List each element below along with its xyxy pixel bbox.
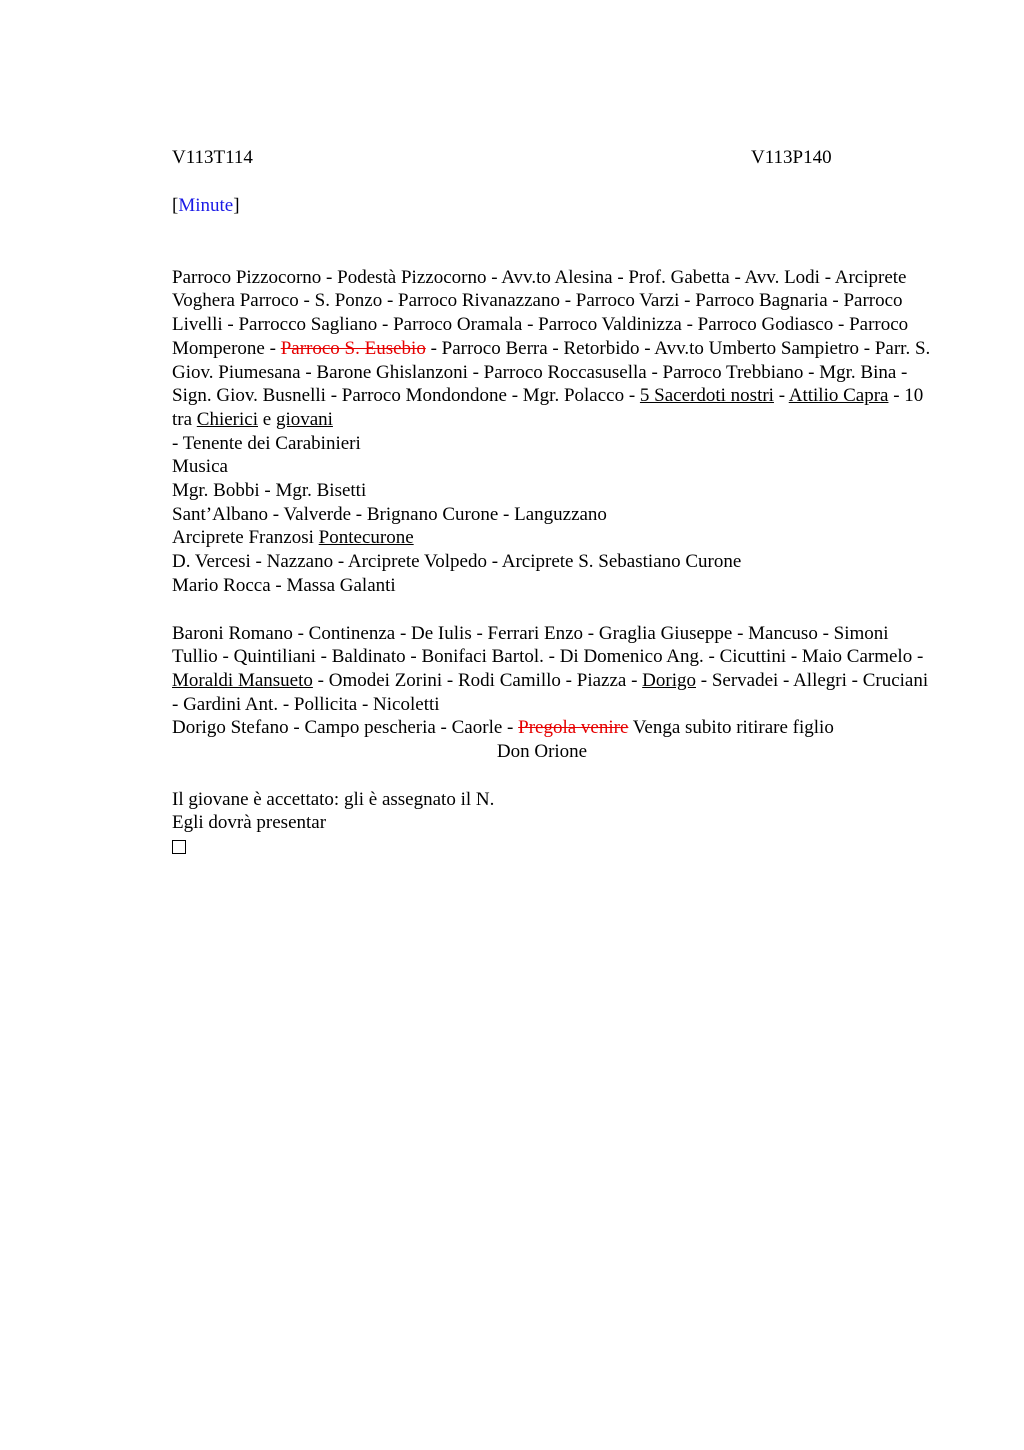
footer-line-1: Il giovane è accettato: gli è assegnato il N. xyxy=(172,788,495,810)
spacer xyxy=(172,598,932,622)
line-vercesi: D. Vercesi - Nazzano - Arciprete Volpedo - Arciprete S. Sebastiano Curone xyxy=(172,551,742,573)
document-code-left: V113T114 xyxy=(172,147,253,168)
separator: - xyxy=(773,385,789,407)
signature: Don Orione xyxy=(496,741,588,763)
empty-box-icon xyxy=(172,840,186,854)
deleted-text-pregola: Pregola venire xyxy=(518,717,629,739)
spacer xyxy=(172,764,932,788)
underlined-giovani: giovani xyxy=(275,408,333,430)
names-paragraph xyxy=(172,622,932,717)
underlined-moraldi: Moraldi Mansueto xyxy=(172,669,313,691)
underlined-sacerdoti: 5 Sacerdoti nostri xyxy=(639,385,774,407)
minute-reference xyxy=(172,194,932,218)
deleted-text-eusebio: Parroco S. Eusebio xyxy=(280,337,426,359)
recipients-text-1: Parroco Pizzocorno - Podestà Pizzocorno - Avv.to Alesina - Prof. Gabetta - Avv. Lodi - Arciprete Voghera Parroco - S. Ponzo - Parroco Rivanazzano - Parroco Varzi - Parroco Bagnaria - Parroco Livelli - Parrocco Sagliano - Parroco Oramala - Parroco Valdinizza - Parroco Godiasco - Parroco Momperone - xyxy=(172,266,909,359)
recipients-paragraph xyxy=(172,266,932,456)
recipients-text-3: - Tenente dei Carabinieri xyxy=(172,432,361,454)
separator: - 10 tra xyxy=(172,385,924,430)
line-musica: Musica xyxy=(172,456,228,478)
underlined-chierici: Chierici xyxy=(196,408,258,430)
underlined-attilio-capra: Attilio Capra xyxy=(788,385,889,407)
telegram-text-2: Venga subito ritirare figlio xyxy=(628,717,834,739)
line-rocca: Mario Rocca - Massa Galanti xyxy=(172,574,396,596)
names-text-2: - Omodei Zorini - Rodi Camillo - Piazza - xyxy=(312,669,643,691)
minute-link[interactable]: Minute xyxy=(178,195,234,216)
line-bobbi: Mgr. Bobbi - Mgr. Bisetti xyxy=(172,480,367,502)
separator: e xyxy=(258,408,276,430)
names-text-3: - Servadei - Allegri - Cruciani - Gardini Ant. - Pollicita - Nicoletti xyxy=(172,669,929,715)
document-code-right: V113P140 xyxy=(751,147,832,168)
telegram-text-1: Dorigo Stefano - Campo pescheria - Caorle - xyxy=(172,717,519,739)
document-header xyxy=(172,146,932,170)
names-text-1: Baroni Romano - Continenza - De Iulis - Ferrari Enzo - Graglia Giuseppe - Mancuso - Simoni Tullio - Quintiliani - Baldinato - Bonifaci Bartol. - Di Domenico Ang. - Cicuttini - Maio Carmelo - xyxy=(172,622,924,668)
underlined-dorigo: Dorigo xyxy=(642,669,696,691)
spacer xyxy=(172,218,932,266)
recipients-text-2: - Parroco Berra - Retorbido - Avv.to Umberto Sampietro - Parr. S. Giov. Piumesana - Barone Ghislanzoni - Parroco Roccasusella - Parroco Trebbiano - Mgr. Bina - Sign. Giov. Busnelli - Parroco Mondondone - Mgr. Polacco - xyxy=(172,337,931,407)
telegram-line xyxy=(172,716,932,740)
document-page xyxy=(172,146,932,859)
franzosi-text: Arciprete Franzosi xyxy=(172,527,319,549)
underlined-pontecurone: Pontecurone xyxy=(318,527,414,549)
line-franzosi xyxy=(172,526,932,550)
line-albano: Sant’Albano - Valverde - Brignano Curone - Languzzano xyxy=(172,503,607,525)
minute-close-bracket: ] xyxy=(233,195,240,216)
checkbox-icon xyxy=(172,835,932,859)
minute-open-bracket: [ xyxy=(172,195,179,216)
footer-line-2: Egli dovrà presentar xyxy=(172,812,327,834)
